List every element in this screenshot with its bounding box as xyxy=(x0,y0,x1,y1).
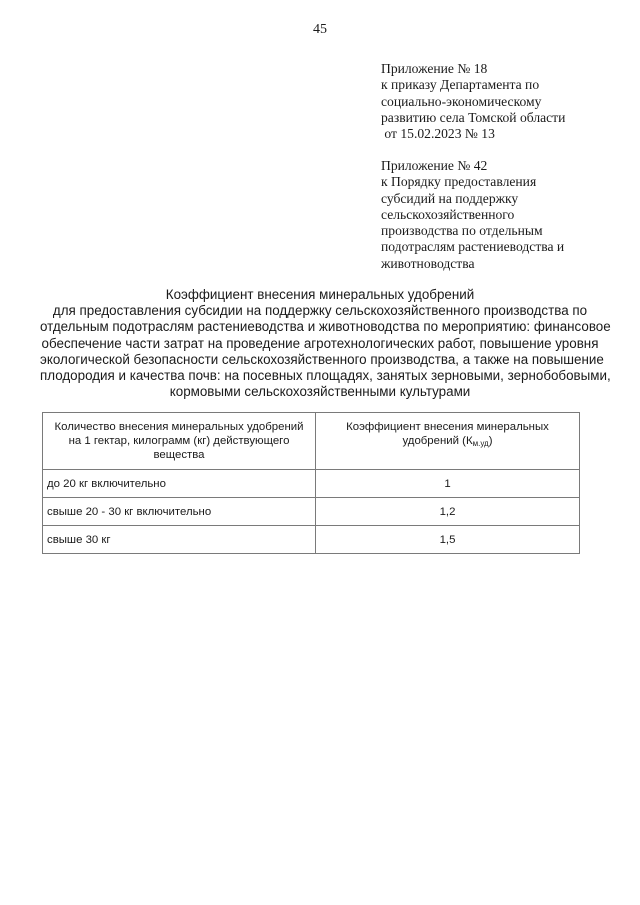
title-line: для предоставления субсидии на поддержку сельскохозяйственного производства по xyxy=(52,303,588,319)
header-coef-line: Коэффициент внесения минеральных xyxy=(346,421,549,433)
header-coef-subscript: м.уд xyxy=(472,439,489,448)
amount-cell: до 20 кг включительно xyxy=(43,470,316,498)
header-amount-line: на 1 гектар, килограмм (кг) действующего xyxy=(68,435,290,447)
coef-cell: 1 xyxy=(316,470,580,498)
appendix-42-line: подотраслям растениеводства и xyxy=(381,239,565,255)
appendix-42-line: субсидий на поддержку xyxy=(381,190,519,206)
appendix-18-line: Приложение № 18 xyxy=(381,61,488,76)
coef-cell: 1,5 xyxy=(316,526,580,554)
header-coef-prefix: удобрений (К xyxy=(402,435,473,447)
coefficient-table xyxy=(42,412,580,554)
title-line: плодородия и качества почв: на посевных площадях, занятых зерновыми, зернобобовыми, xyxy=(40,368,611,384)
appendix-18-reference xyxy=(381,61,621,142)
appendix-42-reference xyxy=(381,158,621,272)
title-line: экологической безопасности сельскохозяйственного производства, а также на повышение xyxy=(40,351,604,367)
appendix-42-line: животноводства xyxy=(381,255,475,271)
header-coef-suffix: ) xyxy=(488,435,493,447)
header-amount xyxy=(43,413,316,470)
appendix-18-line: от 15.02.2023 № 13 xyxy=(381,126,495,142)
header-amount-line: вещества xyxy=(153,449,205,461)
table-row xyxy=(43,526,580,554)
title-line: отдельным подотраслям растениеводства и животноводства по мероприятию: финансовое xyxy=(40,319,611,335)
header-coefficient xyxy=(316,413,580,470)
title-line: обеспечение части затрат на проведение агротехнологических работ, повышение уровня xyxy=(41,335,599,351)
appendix-42-line: Приложение № 42 xyxy=(381,158,488,173)
appendix-42-line: к Порядку предоставления xyxy=(381,174,537,190)
coef-cell: 1,2 xyxy=(316,498,580,526)
amount-cell: свыше 20 - 30 кг включительно xyxy=(43,498,316,526)
header-coef-line xyxy=(320,434,575,451)
document-title xyxy=(40,287,611,400)
appendix-42-line: производства по отдельным xyxy=(381,223,543,239)
appendix-18-line: социально-экономическому xyxy=(381,93,542,109)
amount-cell: свыше 30 кг xyxy=(43,526,316,554)
page-number: 45 xyxy=(313,22,327,37)
header-amount-line: Количество внесения минеральных удобрений xyxy=(54,421,304,433)
table-row xyxy=(43,470,580,498)
appendix-42-line: сельскохозяйственного xyxy=(381,206,515,222)
table-row xyxy=(43,498,580,526)
title-line: Коэффициент внесения минеральных удобрений xyxy=(165,287,475,302)
appendix-18-line: развитию села Томской области xyxy=(381,109,566,125)
title-line: кормовыми сельскохозяйственными культурами xyxy=(169,384,471,400)
table-header-row xyxy=(43,413,580,470)
appendix-18-line: к приказу Департамента по xyxy=(381,77,540,93)
